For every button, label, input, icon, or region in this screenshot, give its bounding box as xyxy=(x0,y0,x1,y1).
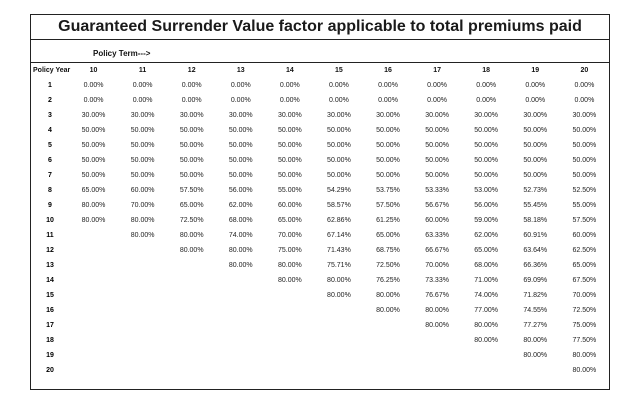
gsv-factor-cell: 50.00% xyxy=(474,172,499,179)
gsv-factor-cell xyxy=(413,333,462,348)
gsv-factor-cell xyxy=(167,258,216,273)
gsv-factor-cell xyxy=(118,333,167,348)
gsv-factor-cell: 60.00% xyxy=(277,202,302,209)
gsv-factor-cell: 0.00% xyxy=(525,97,546,104)
gsv-factor-cell xyxy=(216,363,265,378)
gsv-factor-cell xyxy=(118,273,167,288)
gsv-factor-cell xyxy=(314,363,363,378)
gsv-factor-cell: 65.00% xyxy=(572,262,597,269)
table-row xyxy=(31,198,609,213)
gsv-factor-cell: 65.00% xyxy=(81,187,106,194)
gsv-factor-cell: 80.00% xyxy=(425,322,449,329)
gsv-factor-cell: 63.33% xyxy=(425,232,449,239)
gsv-factor-cell: 0.00% xyxy=(230,82,251,89)
table-title: Guaranteed Surrender Value factor applicable to total premiums paid xyxy=(31,15,609,40)
table-row xyxy=(31,93,609,108)
gsv-factor-cell: 50.00% xyxy=(327,127,351,134)
gsv-factor-cell: 30.00% xyxy=(474,112,499,119)
policy-year-cell: 7 xyxy=(48,172,52,179)
gsv-factor-cell xyxy=(216,303,265,318)
gsv-factor-cell: 65.00% xyxy=(179,202,204,209)
gsv-factor-cell: 50.00% xyxy=(228,142,253,149)
policy-year-cell: 5 xyxy=(48,142,52,149)
term-header: 10 xyxy=(89,67,98,74)
gsv-factor-cell xyxy=(118,243,167,258)
gsv-factor-cell: 74.00% xyxy=(228,232,253,239)
gsv-factor-cell xyxy=(69,348,118,363)
gsv-factor-cell: 50.00% xyxy=(425,142,449,149)
gsv-factor-cell xyxy=(265,318,314,333)
gsv-factor-cell: 50.00% xyxy=(523,142,548,149)
gsv-factor-cell: 80.00% xyxy=(523,352,548,359)
gsv-factor-cell: 71.82% xyxy=(523,292,548,299)
term-header: 13 xyxy=(236,67,245,74)
term-header: 19 xyxy=(531,67,540,74)
gsv-factor-cell xyxy=(167,318,216,333)
gsv-factor-cell: 30.00% xyxy=(179,112,204,119)
header-row xyxy=(31,63,609,78)
gsv-factor-cell: 57.50% xyxy=(376,202,400,209)
policy-year-cell: 12 xyxy=(46,247,54,254)
gsv-factor-cell: 0.00% xyxy=(378,97,398,104)
policy-year-cell: 19 xyxy=(46,352,54,359)
gsv-factor-cell xyxy=(413,348,462,363)
gsv-factor-cell: 70.00% xyxy=(425,262,449,269)
gsv-factor-cell: 55.00% xyxy=(572,202,597,209)
gsv-factor-cell: 50.00% xyxy=(277,142,302,149)
gsv-table-sheet xyxy=(30,14,610,390)
gsv-factor-cell xyxy=(69,288,118,303)
gsv-factor-cell xyxy=(118,303,167,318)
gsv-factor-cell xyxy=(167,288,216,303)
gsv-factor-cell: 50.00% xyxy=(130,142,155,149)
gsv-factor-cell: 50.00% xyxy=(425,157,449,164)
gsv-factor-cell: 80.00% xyxy=(179,247,204,254)
gsv-factor-cell: 0.00% xyxy=(525,82,546,89)
gsv-factor-cell: 74.55% xyxy=(523,307,548,314)
gsv-factor-cell: 80.00% xyxy=(277,277,302,284)
policy-year-cell: 18 xyxy=(46,337,54,344)
gsv-factor-cell xyxy=(314,303,363,318)
gsv-factor-cell: 0.00% xyxy=(83,97,104,104)
gsv-factor-cell xyxy=(167,333,216,348)
gsv-factor-cell xyxy=(314,348,363,363)
gsv-factor-cell: 0.00% xyxy=(181,82,202,89)
table-row xyxy=(31,273,609,288)
gsv-factor-cell: 59.00% xyxy=(474,217,499,224)
policy-year-cell: 15 xyxy=(46,292,54,299)
gsv-factor-cell: 50.00% xyxy=(425,127,449,134)
gsv-factor-cell: 53.00% xyxy=(474,187,499,194)
gsv-factor-cell: 50.00% xyxy=(523,157,548,164)
gsv-factor-cell: 76.67% xyxy=(425,292,449,299)
policy-year-cell: 8 xyxy=(48,187,52,194)
gsv-factor-cell: 65.00% xyxy=(376,232,400,239)
policy-year-cell: 11 xyxy=(46,232,54,239)
gsv-factor-cell: 50.00% xyxy=(81,157,106,164)
gsv-factor-cell: 75.00% xyxy=(277,247,302,254)
gsv-factor-cell: 50.00% xyxy=(376,127,400,134)
gsv-factor-cell: 80.00% xyxy=(376,292,400,299)
gsv-factor-cell: 0.00% xyxy=(279,97,300,104)
gsv-factor-cell: 0.00% xyxy=(132,82,153,89)
gsv-factor-cell xyxy=(118,318,167,333)
gsv-factor-cell: 69.09% xyxy=(523,277,548,284)
gsv-factor-cell: 68.00% xyxy=(474,262,499,269)
gsv-factor-cell xyxy=(363,348,412,363)
gsv-factor-cell: 50.00% xyxy=(327,157,351,164)
gsv-factor-cell: 50.00% xyxy=(179,172,204,179)
gsv-factor-cell: 62.00% xyxy=(228,202,253,209)
table-row xyxy=(31,363,609,378)
gsv-factor-cell: 50.00% xyxy=(130,172,155,179)
gsv-factor-cell: 56.67% xyxy=(425,202,449,209)
gsv-factor-cell: 53.75% xyxy=(376,187,400,194)
policy-year-cell: 1 xyxy=(48,82,52,89)
gsv-factor-cell: 66.67% xyxy=(425,247,449,254)
term-header: 16 xyxy=(384,67,392,74)
gsv-factor-cell: 60.00% xyxy=(425,217,449,224)
gsv-factor-cell: 0.00% xyxy=(427,82,448,89)
gsv-factor-cell: 80.00% xyxy=(228,262,253,269)
gsv-factor-cell: 76.25% xyxy=(376,277,400,284)
table-body xyxy=(31,78,609,378)
gsv-factor-cell: 80.00% xyxy=(425,307,449,314)
gsv-factor-cell xyxy=(167,303,216,318)
gsv-factor-cell: 50.00% xyxy=(572,142,597,149)
gsv-factor-cell: 50.00% xyxy=(277,157,302,164)
gsv-factor-cell: 80.00% xyxy=(228,247,253,254)
gsv-factor-cell: 80.00% xyxy=(572,367,597,374)
gsv-factor-cell: 50.00% xyxy=(81,142,106,149)
gsv-factor-cell xyxy=(265,288,314,303)
gsv-factor-cell: 30.00% xyxy=(572,112,597,119)
gsv-factor-cell: 50.00% xyxy=(179,127,204,134)
gsv-factor-cell xyxy=(216,348,265,363)
term-header: 18 xyxy=(482,67,491,74)
policy-year-cell: 20 xyxy=(46,367,54,374)
gsv-factor-cell xyxy=(216,288,265,303)
gsv-factor-cell: 80.00% xyxy=(376,307,400,314)
table-row xyxy=(31,318,609,333)
gsv-factor-cell xyxy=(69,228,118,243)
gsv-factor-cell: 75.71% xyxy=(327,262,351,269)
gsv-factor-cell: 50.00% xyxy=(474,127,499,134)
gsv-factor-cell: 0.00% xyxy=(476,97,497,104)
gsv-factor-cell: 71.00% xyxy=(474,277,499,284)
gsv-factor-cell xyxy=(511,363,560,378)
policy-year-cell: 13 xyxy=(46,262,54,269)
table-row xyxy=(31,213,609,228)
gsv-factor-cell: 60.91% xyxy=(523,232,548,239)
gsv-factor-cell xyxy=(118,258,167,273)
gsv-factor-cell: 65.00% xyxy=(277,217,302,224)
gsv-factor-cell: 53.33% xyxy=(425,187,449,194)
table-row xyxy=(31,258,609,273)
gsv-factor-cell: 0.00% xyxy=(329,82,349,89)
gsv-factor-cell xyxy=(413,363,462,378)
gsv-factor-cell: 50.00% xyxy=(425,172,449,179)
gsv-factor-cell: 50.00% xyxy=(376,172,400,179)
gsv-factor-cell: 72.50% xyxy=(376,262,400,269)
gsv-factor-cell: 50.00% xyxy=(277,172,302,179)
gsv-factor-cell xyxy=(216,333,265,348)
gsv-factor-cell: 54.29% xyxy=(327,187,351,194)
gsv-factor-cell: 80.00% xyxy=(277,262,302,269)
gsv-factor-cell: 70.00% xyxy=(277,232,302,239)
gsv-factor-cell: 50.00% xyxy=(523,172,548,179)
table-row xyxy=(31,348,609,363)
gsv-factor-cell: 30.00% xyxy=(81,112,106,119)
gsv-factor-cell: 57.50% xyxy=(179,187,204,194)
gsv-factor-cell: 0.00% xyxy=(574,97,595,104)
gsv-factor-cell: 50.00% xyxy=(474,157,499,164)
policy-year-cell: 2 xyxy=(48,97,52,104)
gsv-factor-cell: 67.14% xyxy=(327,232,351,239)
gsv-factor-cell: 0.00% xyxy=(476,82,497,89)
gsv-factor-cell xyxy=(69,363,118,378)
gsv-factor-cell xyxy=(69,243,118,258)
gsv-factor-cell: 80.00% xyxy=(81,202,106,209)
table-row xyxy=(31,108,609,123)
gsv-factor-cell: 50.00% xyxy=(376,157,400,164)
policy-year-cell: 9 xyxy=(48,202,52,209)
gsv-factor-cell xyxy=(69,333,118,348)
gsv-factor-cell: 30.00% xyxy=(523,112,548,119)
gsv-factor-cell: 80.00% xyxy=(130,232,155,239)
gsv-factor-cell: 0.00% xyxy=(574,82,595,89)
gsv-factor-cell: 58.57% xyxy=(327,202,351,209)
term-header: 11 xyxy=(138,67,147,74)
policy-term-row xyxy=(31,40,609,63)
gsv-factor-cell xyxy=(69,303,118,318)
gsv-factor-cell: 0.00% xyxy=(378,82,398,89)
gsv-factor-cell: 67.50% xyxy=(572,277,597,284)
gsv-factor-cell: 52.50% xyxy=(572,187,597,194)
gsv-factor-cell xyxy=(69,318,118,333)
gsv-factor-cell: 62.50% xyxy=(572,247,597,254)
gsv-factor-cell: 80.00% xyxy=(179,232,204,239)
gsv-factor-cell: 50.00% xyxy=(130,127,155,134)
policy-year-cell: 6 xyxy=(48,157,52,164)
gsv-factor-cell: 0.00% xyxy=(329,97,349,104)
gsv-factor-cell: 70.00% xyxy=(572,292,597,299)
table-row xyxy=(31,183,609,198)
gsv-factor-cell: 50.00% xyxy=(179,142,204,149)
gsv-factor-cell: 80.00% xyxy=(474,337,499,344)
table-row xyxy=(31,303,609,318)
gsv-factor-cell: 30.00% xyxy=(376,112,400,119)
gsv-factor-cell: 50.00% xyxy=(327,142,351,149)
gsv-factor-cell: 77.27% xyxy=(523,322,548,329)
table-row xyxy=(31,78,609,93)
term-header: 12 xyxy=(187,67,196,74)
gsv-factor-cell: 50.00% xyxy=(572,172,597,179)
gsv-factor-cell xyxy=(118,348,167,363)
table-row xyxy=(31,138,609,153)
gsv-factor-cell: 30.00% xyxy=(277,112,302,119)
gsv-factor-cell: 0.00% xyxy=(132,97,153,104)
gsv-factor-cell: 72.50% xyxy=(179,217,204,224)
gsv-factor-cell: 73.33% xyxy=(425,277,449,284)
gsv-factor-cell: 55.45% xyxy=(523,202,548,209)
gsv-factor-cell xyxy=(265,348,314,363)
gsv-factor-cell: 0.00% xyxy=(83,82,104,89)
policy-term-label: Policy Term---> xyxy=(93,49,151,58)
gsv-factor-cell xyxy=(118,363,167,378)
table-row xyxy=(31,153,609,168)
gsv-factor-cell: 70.00% xyxy=(130,202,155,209)
table-row xyxy=(31,123,609,138)
gsv-factor-cell xyxy=(265,333,314,348)
gsv-factor-cell: 75.00% xyxy=(572,322,597,329)
gsv-factor-cell xyxy=(462,348,511,363)
policy-year-cell: 14 xyxy=(46,277,54,284)
gsv-factor-cell: 72.50% xyxy=(572,307,597,314)
term-header: 17 xyxy=(433,67,441,74)
gsv-factor-cell xyxy=(167,273,216,288)
gsv-factor-cell xyxy=(314,318,363,333)
gsv-factor-cell: 65.00% xyxy=(474,247,499,254)
policy-year-cell: 17 xyxy=(46,322,54,329)
gsv-factor-cell: 68.00% xyxy=(228,217,253,224)
gsv-factor-cell: 80.00% xyxy=(572,352,597,359)
policy-year-cell: 3 xyxy=(48,112,52,119)
gsv-factor-cell: 74.00% xyxy=(474,292,499,299)
table-row xyxy=(31,168,609,183)
gsv-factor-cell: 50.00% xyxy=(277,127,302,134)
gsv-factor-cell xyxy=(314,333,363,348)
gsv-factor-cell: 60.00% xyxy=(130,187,155,194)
gsv-factor-cell: 30.00% xyxy=(228,112,253,119)
gsv-factor-cell xyxy=(363,363,412,378)
gsv-factor-cell xyxy=(265,303,314,318)
gsv-factor-cell: 50.00% xyxy=(228,172,253,179)
gsv-factor-cell xyxy=(216,318,265,333)
gsv-factor-cell: 30.00% xyxy=(327,112,351,119)
gsv-factor-cell: 62.00% xyxy=(474,232,499,239)
gsv-factor-cell xyxy=(69,258,118,273)
gsv-factor-cell: 60.00% xyxy=(572,232,597,239)
gsv-factor-cell: 77.50% xyxy=(572,337,597,344)
gsv-factor-cell xyxy=(118,288,167,303)
gsv-factor-cell: 57.50% xyxy=(572,217,597,224)
term-header: 15 xyxy=(335,67,343,74)
gsv-factor-cell: 80.00% xyxy=(523,337,548,344)
term-header: 14 xyxy=(285,67,294,74)
gsv-factor-cell: 63.64% xyxy=(523,247,548,254)
surrender-value-table xyxy=(31,63,609,378)
term-header: 20 xyxy=(580,67,589,74)
gsv-factor-cell: 68.75% xyxy=(376,247,400,254)
gsv-factor-cell: 50.00% xyxy=(179,157,204,164)
gsv-factor-cell xyxy=(363,318,412,333)
gsv-factor-cell: 50.00% xyxy=(130,157,155,164)
gsv-factor-cell: 52.73% xyxy=(523,187,548,194)
gsv-factor-cell: 55.00% xyxy=(277,187,302,194)
gsv-factor-cell xyxy=(167,363,216,378)
policy-year-header: Policy Year xyxy=(33,67,71,74)
gsv-factor-cell: 50.00% xyxy=(81,172,106,179)
gsv-factor-cell: 50.00% xyxy=(572,127,597,134)
gsv-factor-cell: 50.00% xyxy=(523,127,548,134)
gsv-factor-cell: 50.00% xyxy=(81,127,106,134)
gsv-factor-cell: 80.00% xyxy=(130,217,155,224)
gsv-factor-cell xyxy=(216,273,265,288)
gsv-factor-cell: 66.36% xyxy=(523,262,548,269)
gsv-factor-cell: 50.00% xyxy=(327,172,351,179)
gsv-factor-cell: 0.00% xyxy=(181,97,202,104)
table-row xyxy=(31,288,609,303)
gsv-factor-cell: 77.00% xyxy=(474,307,499,314)
gsv-factor-cell: 80.00% xyxy=(81,217,106,224)
gsv-factor-cell: 30.00% xyxy=(130,112,155,119)
gsv-factor-cell xyxy=(462,363,511,378)
table-row xyxy=(31,228,609,243)
gsv-factor-cell: 50.00% xyxy=(572,157,597,164)
gsv-factor-cell: 0.00% xyxy=(279,82,300,89)
gsv-factor-cell: 80.00% xyxy=(474,322,499,329)
gsv-factor-cell: 50.00% xyxy=(474,142,499,149)
gsv-factor-cell: 0.00% xyxy=(427,97,448,104)
gsv-factor-cell: 56.00% xyxy=(474,202,499,209)
gsv-factor-cell: 80.00% xyxy=(327,292,351,299)
gsv-factor-cell: 71.43% xyxy=(327,247,351,254)
gsv-factor-cell xyxy=(167,348,216,363)
gsv-factor-cell: 61.25% xyxy=(376,217,400,224)
gsv-factor-cell: 56.00% xyxy=(228,187,253,194)
gsv-factor-cell xyxy=(265,363,314,378)
gsv-factor-cell: 50.00% xyxy=(228,157,253,164)
policy-year-cell: 16 xyxy=(46,307,54,314)
gsv-factor-cell xyxy=(363,333,412,348)
gsv-factor-cell: 80.00% xyxy=(327,277,351,284)
gsv-factor-cell xyxy=(69,273,118,288)
table-row xyxy=(31,243,609,258)
gsv-factor-cell: 50.00% xyxy=(228,127,253,134)
gsv-factor-cell: 50.00% xyxy=(376,142,400,149)
gsv-factor-cell: 0.00% xyxy=(230,97,251,104)
gsv-factor-cell: 58.18% xyxy=(523,217,548,224)
policy-year-cell: 4 xyxy=(48,127,52,134)
gsv-factor-cell: 30.00% xyxy=(425,112,449,119)
table-row xyxy=(31,333,609,348)
gsv-factor-cell: 62.86% xyxy=(327,217,351,224)
policy-year-cell: 10 xyxy=(46,217,54,224)
